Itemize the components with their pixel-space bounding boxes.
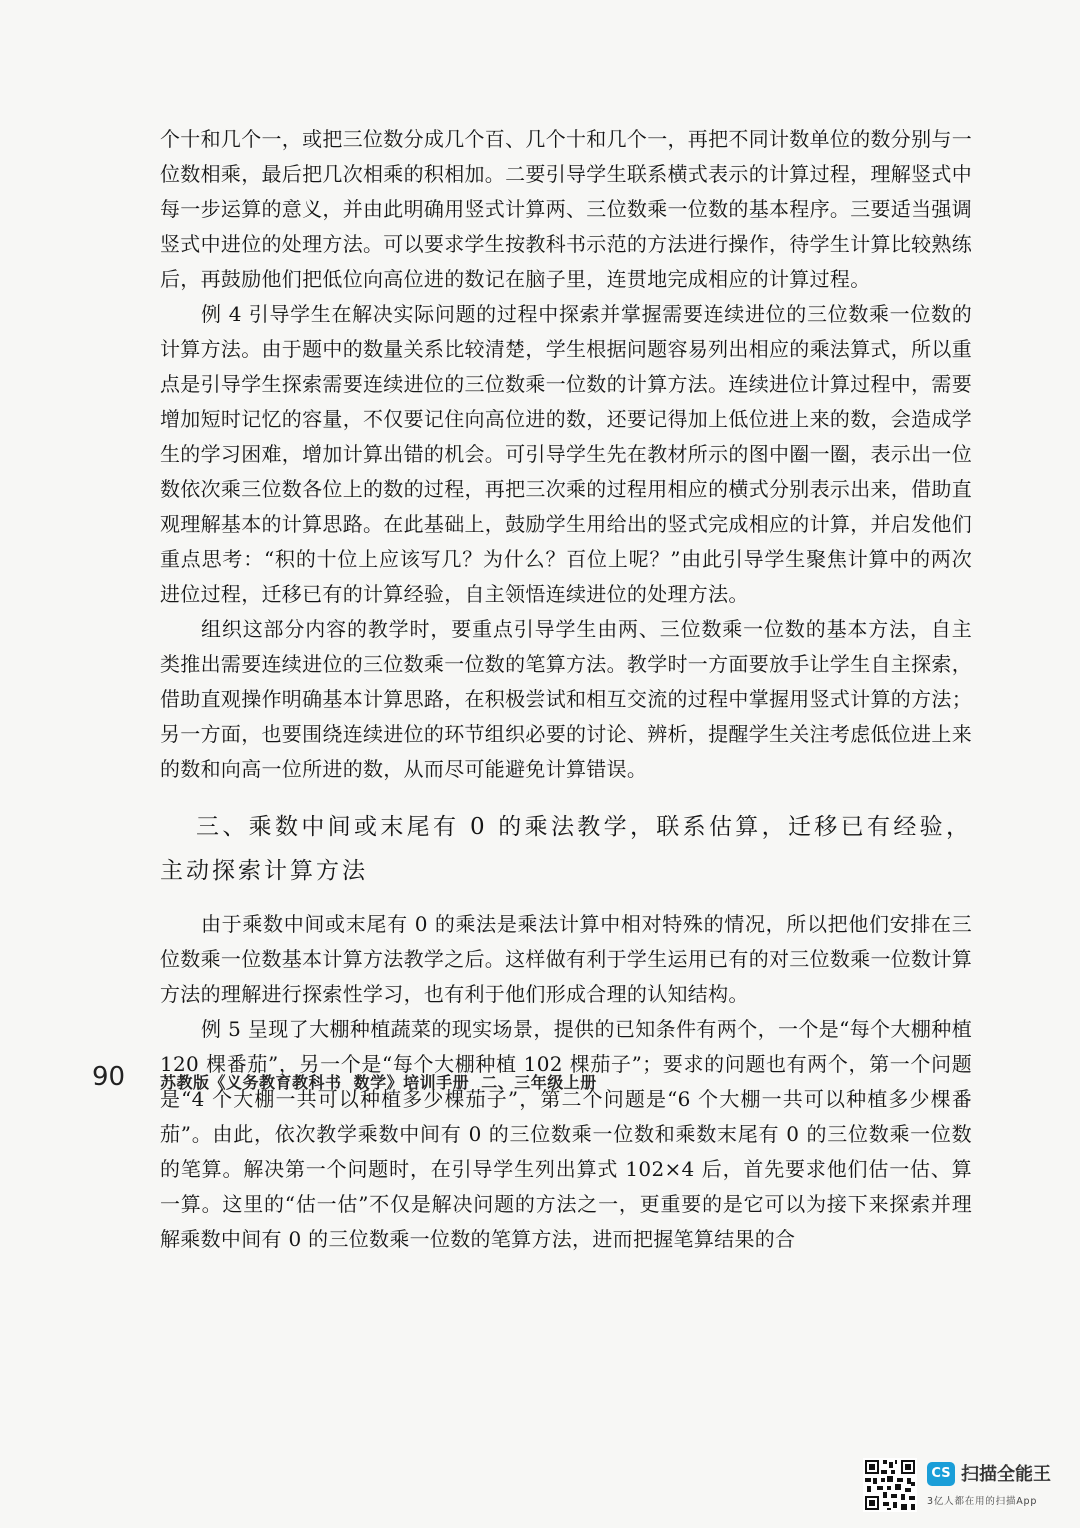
page-footer xyxy=(92,1062,792,1102)
section-heading: 三、乘数中间或末尾有 0 的乘法教学，联系估算，迁移已有经验，主动探索计算方法 xyxy=(160,814,972,884)
scanner-watermark xyxy=(863,1458,1063,1514)
paragraph-zero-multiplier-intro: 由于乘数中间或末尾有 0 的乘法是乘法计算中相对特殊的情况，所以把他们安排在三位数乘一位数基本计算方法教学之后。这样做有利于学生运用已有的对三位数乘一位数计算方法的理解进行探索性学习，也有利于他们形成合理的认知结构。 xyxy=(160,912,972,1006)
camscanner-logo-icon: CS xyxy=(927,1462,955,1486)
paragraph-example-5: 例 5 呈现了大棚种植蔬菜的现实场景，提供的已知条件有两个，一个是“每个大棚种植 120 棵番茄”，另一个是“每个大棚种植 102 棵茄子”；要求的问题也有两个，第一个问题是“4 个大棚一共可以种植多少棵茄子”，第二个问题是“6 个大棚一共可以种植多少棵番茄”。由此，依次教学乘数中间有 0 的三位数乘一位数和乘数末尾有 0 的三位数乘一位数的笔算。解决第一个问题时，在引导学生列出算式 102×4 后，首先要求他们估一估、算一算。这里的“估一估”不仅是解决问题的方法之一，更重要的是它可以为接下来探索并理解乘数中间有 0 的三位数乘一位数的笔算方法，进而把握笔算结果的合 xyxy=(160,1017,972,1251)
scanner-app-name: 扫描全能王 xyxy=(961,1464,1051,1485)
page-number: 90 xyxy=(92,1062,126,1092)
qr-code-icon xyxy=(863,1458,917,1512)
paragraph-teaching-organization: 组织这部分内容的教学时，要重点引导学生由两、三位数乘一位数的基本方法，自主类推出需要连续进位的三位数乘一位数的笔算方法。教学时一方面要放手让学生自主探索，借助直观操作明确基本计算思路，在积极尝试和相互交流的过程中掌握用竖式计算的方法；另一方面，也要围绕连续进位的环节组织必要的讨论、辨析，提醒学生关注考虑低位进上来的数和向高一位所进的数，从而尽可能避免计算错误。 xyxy=(160,617,972,781)
scanner-app-tagline: 3亿人都在用的扫描App xyxy=(927,1496,1038,1507)
footer-book-title: 苏教版《义务教育教科书 数学》培训手册 二、三年级上册 xyxy=(160,1073,597,1092)
paragraph-example-4: 例 4 引导学生在解决实际问题的过程中探索并掌握需要连续进位的三位数乘一位数的计算方法。由于题中的数量关系比较清楚，学生根据问题容易列出相应的乘法算式，所以重点是引导学生探索需要连续进位的三位数乘一位数的计算方法。连续进位计算过程中，需要增加短时记忆的容量，不仅要记住向高位进的数，还要记得加上低位进上来的数，会造成学生的学习困难，增加计算出错的机会。可引导学生先在教材所示的图中圈一圈，表示出一位数依次乘三位数各位上的数的过程，再把三次乘的过程用相应的横式分别表示出来，借助直观理解基本的计算思路。在此基础上，鼓励学生用给出的竖式完成相应的计算，并启发他们重点思考：“积的十位上应该写几？为什么？百位上呢？”由此引导学生聚焦计算中的两次进位过程，迁移已有的计算经验，自主领悟连续进位的处理方法。 xyxy=(160,302,972,606)
paragraph-continued: 个十和几个一，或把三位数分成几个百、几个十和几个一，再把不同计数单位的数分别与一位数相乘，最后把几次相乘的积相加。二要引导学生联系横式表示的计算过程，理解竖式中每一步运算的意义，并由此明确用竖式计算两、三位数乘一位数的基本程序。三要适当强调竖式中进位的处理方法。可以要求学生按教科书示范的方法进行操作，待学生计算比较熟练后，再鼓励他们把低位向高位进的数记在脑子里，连贯地完成相应的计算过程。 xyxy=(160,127,972,291)
